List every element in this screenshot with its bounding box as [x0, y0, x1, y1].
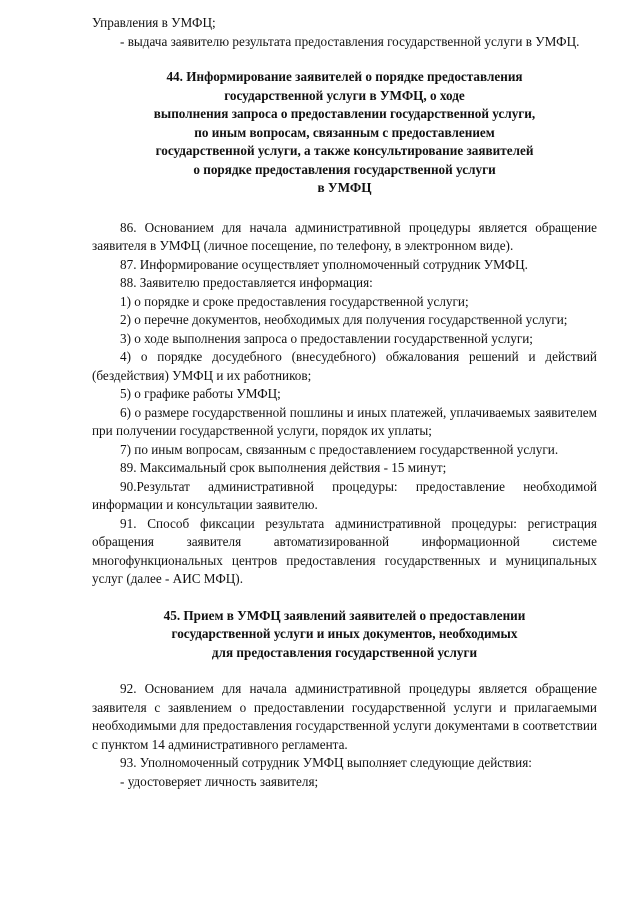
paragraph-86: 86. Основанием для начала административной процедуры является обращение заявителя в УМФЦ (личное посещение, по телефону, в электронном виде).: [92, 219, 597, 253]
paragraph-93: 93. Уполномоченный сотрудник УМФЦ выполняет следующие действия:: [120, 755, 532, 770]
heading-line: 45. Прием в УМФЦ заявлений заявителей о предоставлении: [163, 607, 526, 623]
heading-line: государственной услуги, а также консультирование заявителей: [155, 143, 534, 158]
list-item-2: 2) о перечне документов, необходимых для получения государственной услуги;: [120, 312, 568, 327]
paragraph-87: 87. Информирование осуществляет уполномоченный сотрудник УМФЦ.: [120, 256, 528, 272]
heading-line: выполнения запроса о предоставлении государственной услуги,: [153, 106, 536, 121]
section-45-heading: [92, 607, 597, 663]
paragraph-91: 91. Способ фиксации результата административной процедуры: регистрация обращения заявителя автоматизированной информационной системе многофункциональных центров предоставления государственных и муниципальных услуг (далее - АИС МФЦ).: [92, 515, 597, 586]
heading-line: о порядке предоставления государственной услуги: [193, 161, 496, 177]
paragraph-90: 90.Результат административной процедуры: предоставление необходимой информации и консультации заявителю.: [92, 478, 597, 512]
section-44-heading: [92, 68, 597, 198]
heading-line: государственной услуги в УМФЦ, о ходе: [224, 87, 465, 103]
paragraph-89: 89. Максимальный срок выполнения действия - 15 минут;: [120, 460, 447, 475]
bullet-result-issue: - выдача заявителю результата предоставления государственной услуги в УМФЦ.: [120, 33, 580, 49]
paragraph-88: 88. Заявителю предоставляется информация:: [120, 275, 373, 290]
list-item-5: 5) о графике работы УМФЦ;: [120, 386, 281, 401]
list-item-1: 1) о порядке и сроке предоставления государственной услуги;: [120, 293, 469, 309]
paragraph-92: 92. Основанием для начала административной процедуры является обращение заявителя с заявлением о предоставлении государственной услуги и прилагаемыми необходимыми для предоставления государственной услуги документами в соответствии с пунктом 14 административного регламента.: [92, 681, 597, 752]
list-item-6: 6) о размере государственной пошлины и иных платежей, уплачиваемых заявителем при получении государственной услуги, порядок их уплаты;: [92, 404, 597, 438]
continuation-line: Управления в УМФЦ;: [92, 15, 216, 30]
document-page: [92, 14, 597, 791]
list-item-7: 7) по иным вопросам, связанным с предоставлением государственной услуги.: [120, 441, 559, 457]
list-item-4: 4) о порядке досудебного (внесудебного) обжалования решений и действий (бездействия) УМФЦ и их работников;: [92, 349, 597, 383]
heading-line: для предоставления государственной услуги: [211, 644, 478, 660]
list-item-3: 3) о ходе выполнения запроса о предоставлении государственной услуги;: [120, 330, 533, 346]
heading-line: по иным вопросам, связанным с предоставлением: [194, 124, 495, 140]
heading-line: государственной услуги и иных документов, необходимых: [171, 626, 518, 641]
duty-item-identity: - удостоверяет личность заявителя;: [120, 773, 319, 789]
heading-line: 44. Информирование заявителей о порядке предоставления: [166, 69, 523, 84]
heading-line: в УМФЦ: [317, 180, 372, 195]
